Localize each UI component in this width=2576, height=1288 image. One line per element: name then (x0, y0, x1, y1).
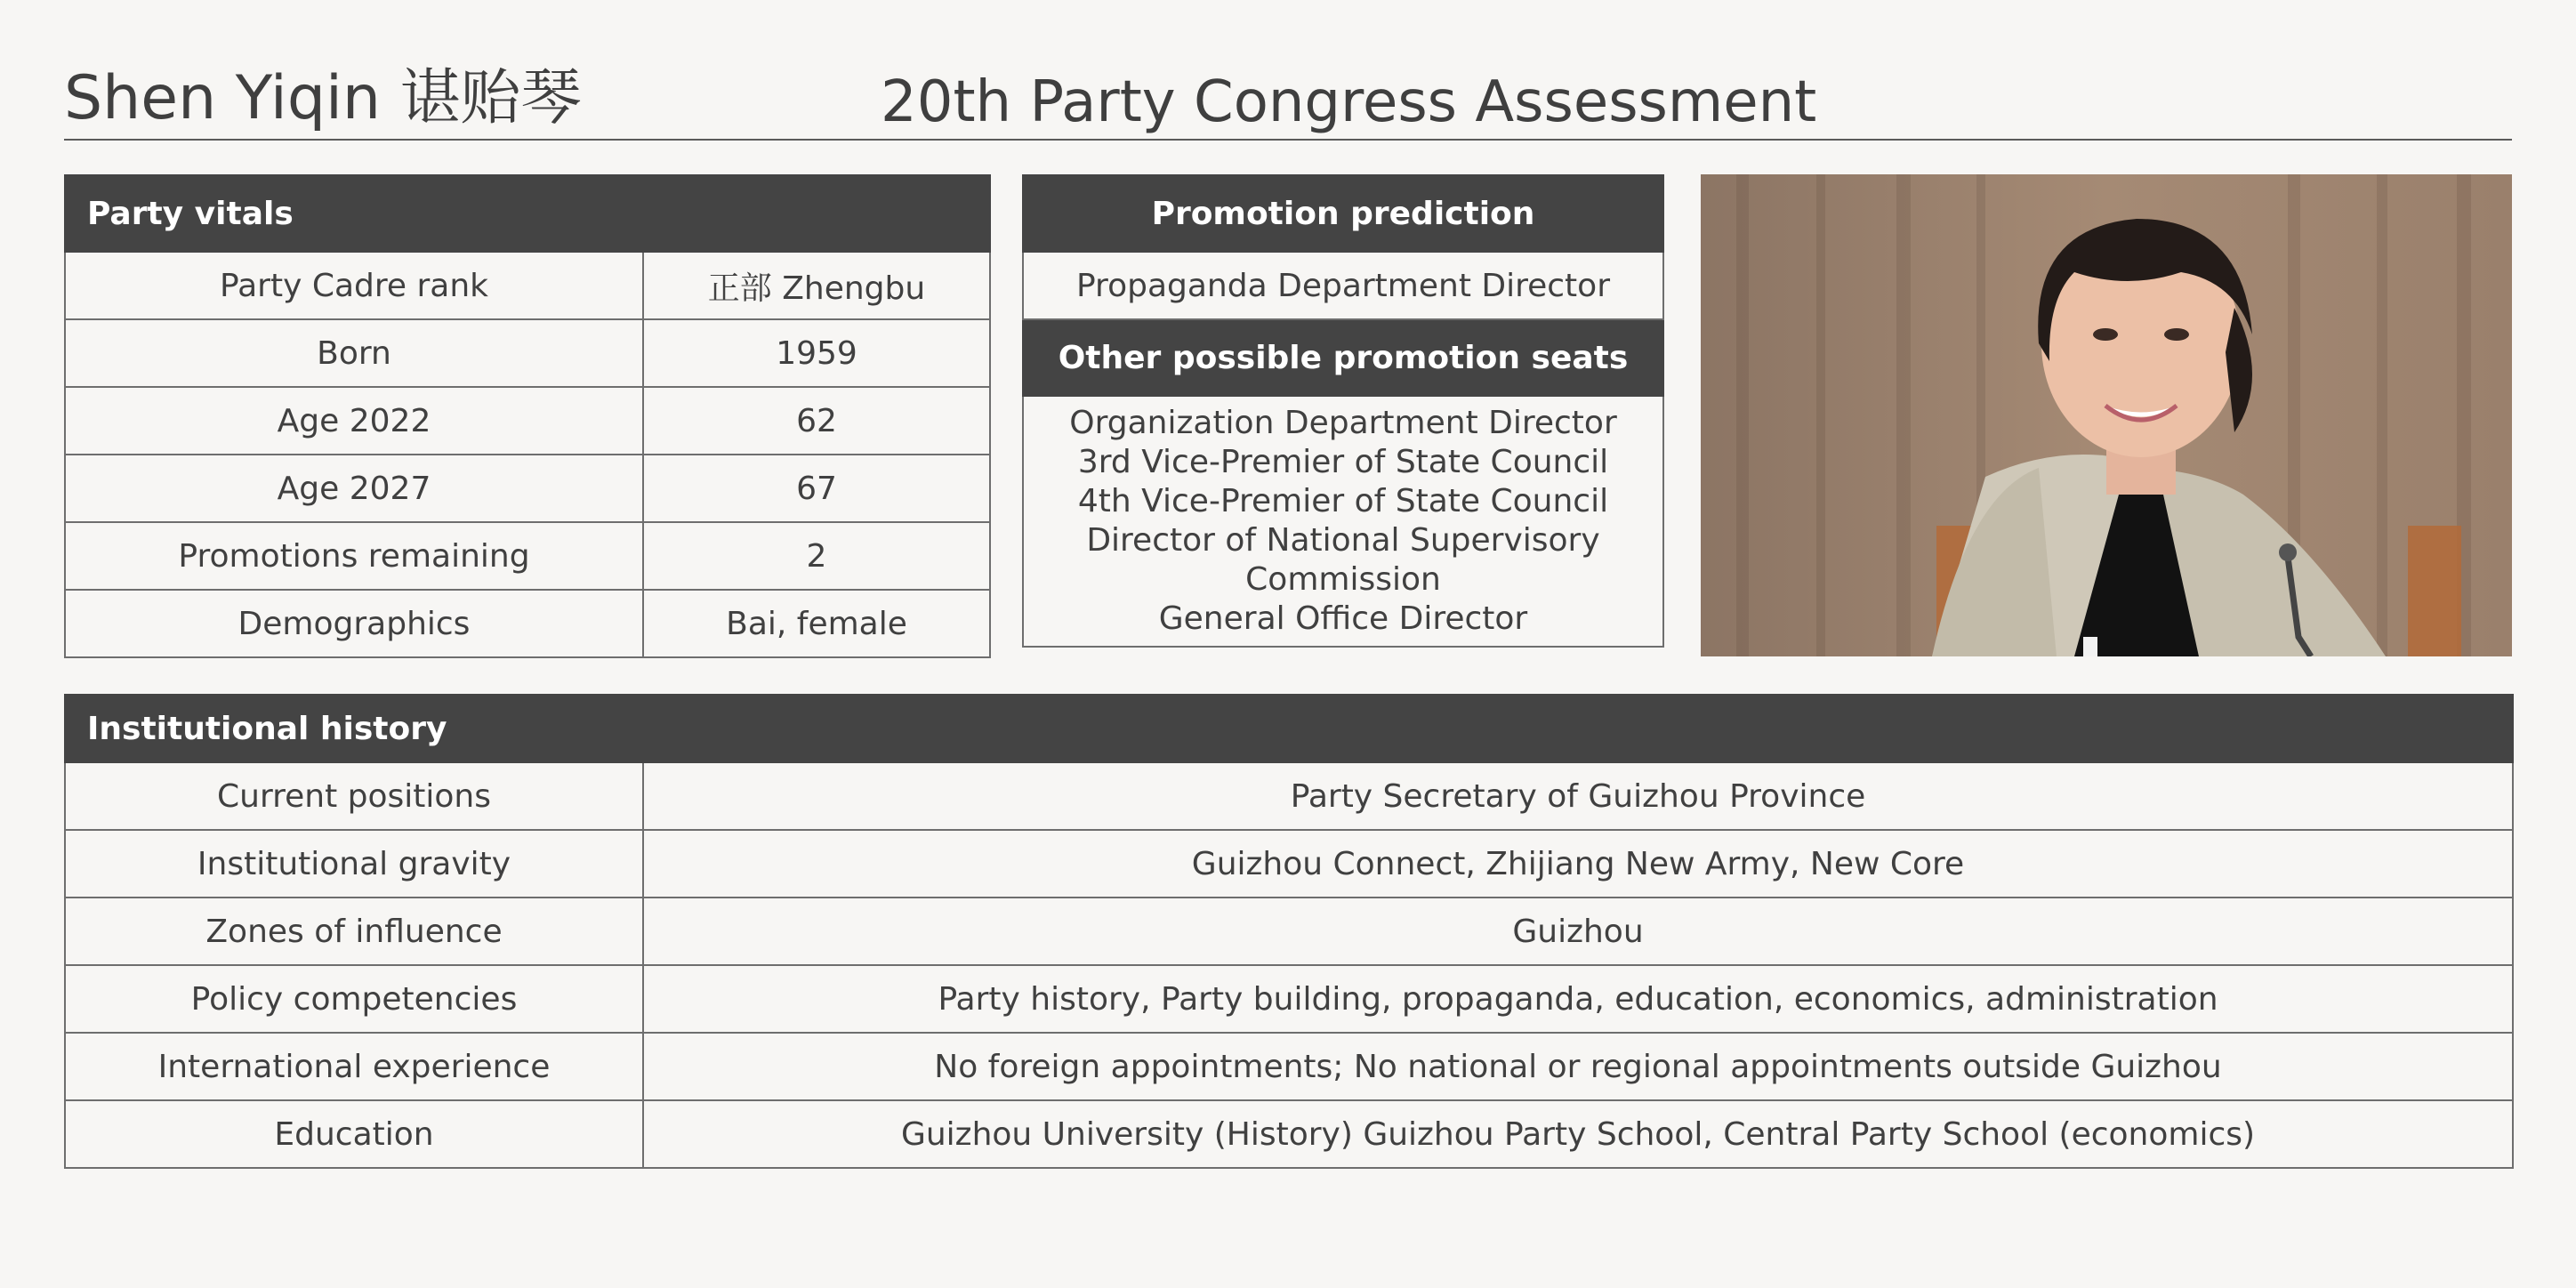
row-label: Age 2027 (65, 455, 643, 522)
row-label: Promotions remaining (65, 522, 643, 590)
row-label: Born (65, 319, 643, 387)
party-vitals-table (64, 174, 991, 658)
portrait-photo (1701, 174, 2512, 656)
row-value: Guizhou Connect, Zhijiang New Army, New Core (643, 830, 2513, 898)
person-name: Shen Yiqin 谌贻琴 (64, 63, 582, 133)
table-row (65, 522, 990, 590)
list-item: Organization Department Director (1069, 405, 1617, 441)
row-label: Institutional gravity (65, 830, 643, 898)
table-row (65, 1100, 2513, 1168)
row-value: 67 (643, 455, 990, 522)
other-seats-heading: Other possible promotion seats (1023, 319, 1663, 396)
row-value: No foreign appointments; No national or regional appointments outside Guizhou (643, 1033, 2513, 1100)
row-value: Guizhou (643, 898, 2513, 965)
row-label: Zones of influence (65, 898, 643, 965)
row-value: 1959 (643, 319, 990, 387)
row-value: 正部 Zhengbu (643, 252, 990, 319)
row-value: 2 (643, 522, 990, 590)
table-row (65, 455, 990, 522)
list-item: Director of National Supervisory Commission (1086, 522, 1600, 598)
institutional-history-table (64, 694, 2514, 1169)
table-row (65, 898, 2513, 965)
promotion-table (1022, 174, 1664, 648)
row-label: International experience (65, 1033, 643, 1100)
row-value: 62 (643, 387, 990, 455)
party-vitals-heading: Party vitals (65, 175, 990, 252)
list-item: 4th Vice-Premier of State Council (1077, 483, 1609, 519)
row-label: Current positions (65, 762, 643, 830)
institutional-history-heading: Institutional history (65, 695, 2513, 762)
table-row (65, 965, 2513, 1033)
list-item: General Office Director (1158, 600, 1528, 637)
row-label: Demographics (65, 590, 643, 657)
title-divider (64, 139, 2512, 141)
row-label: Policy competencies (65, 965, 643, 1033)
row-label: Age 2022 (65, 387, 643, 455)
promotion-prediction-heading: Promotion prediction (1023, 175, 1663, 252)
list-item: 3rd Vice-Premier of State Council (1077, 444, 1609, 480)
table-row (65, 590, 990, 657)
table-row (65, 762, 2513, 830)
row-value: Guizhou University (History) Guizhou Party School, Central Party School (economics) (643, 1100, 2513, 1168)
row-value: Party history, Party building, propaganda, education, economics, administration (643, 965, 2513, 1033)
promotion-prediction-value: Propaganda Department Director (1023, 252, 1663, 319)
table-row (65, 1033, 2513, 1100)
page-title: 20th Party Congress Assessment (881, 69, 1817, 135)
row-value: Bai, female (643, 590, 990, 657)
table-row (65, 252, 990, 319)
table-row (65, 830, 2513, 898)
other-seats-list (1023, 396, 1663, 647)
table-row (65, 319, 990, 387)
row-label: Education (65, 1100, 643, 1168)
table-row (65, 387, 990, 455)
row-value: Party Secretary of Guizhou Province (643, 762, 2513, 830)
row-label: Party Cadre rank (65, 252, 643, 319)
